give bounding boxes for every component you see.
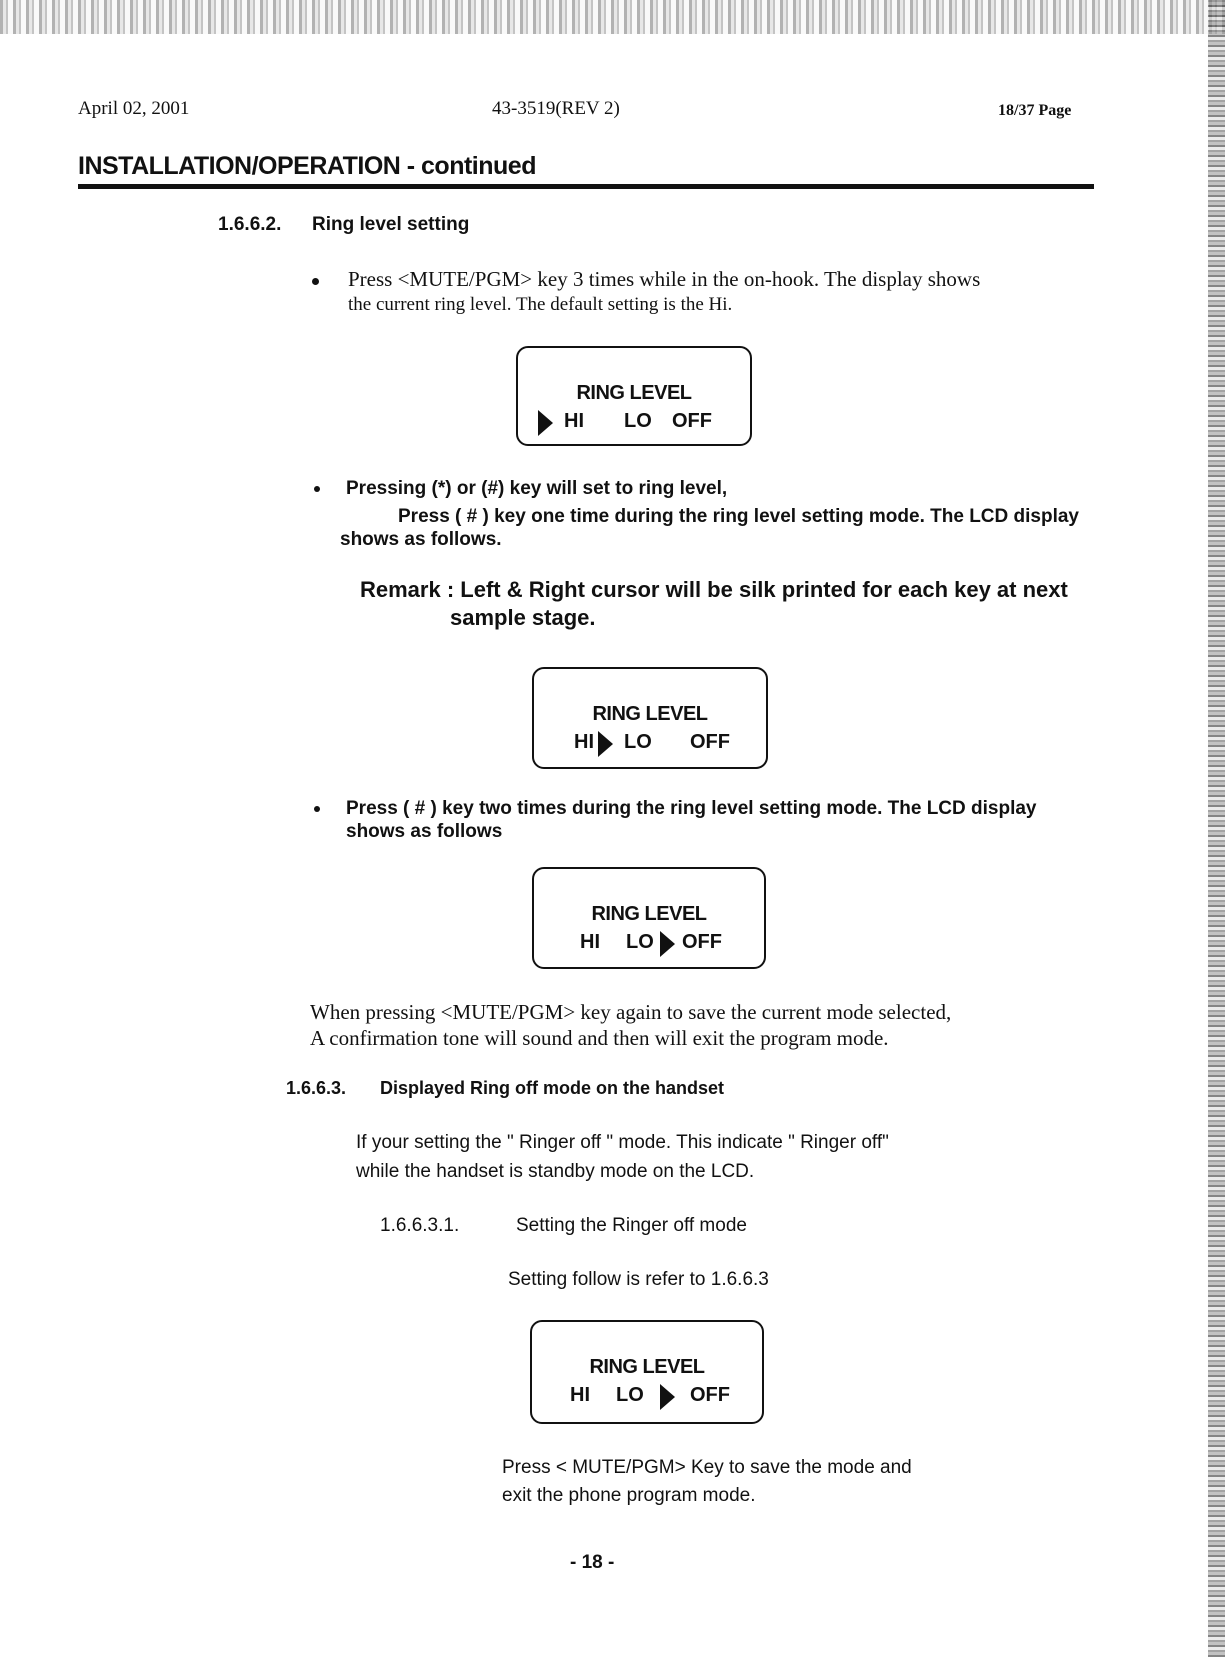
paragraph-line: while the handset is standby mode on the LCD. (356, 1161, 755, 1182)
remark-line: Remark : Left & Right cursor will be silk printed for each key at next (360, 577, 1068, 602)
lcd-option-lo: LO (624, 410, 652, 432)
cursor-arrow-icon (660, 1384, 675, 1410)
lcd-option-hi: HI (574, 731, 594, 753)
lcd-title: RING LEVEL (592, 703, 708, 725)
paragraph-line: shows as follows. (340, 529, 502, 550)
paragraph-line: Press ( # ) key two times during the ring level setting mode. The LCD display (346, 798, 1037, 819)
lcd-option-off: OFF (672, 410, 712, 432)
lcd-option-hi: HI (564, 410, 584, 432)
cursor-arrow-icon (660, 931, 675, 957)
paragraph-line: A confirmation tone will sound and then will exit the program mode. (310, 1026, 889, 1050)
paragraph-line: Press <MUTE/PGM> key 3 times while in the on-hook. The display shows (348, 267, 981, 291)
bullet (314, 806, 320, 812)
subsubsection-number: 1.6.6.3.1. (380, 1215, 460, 1236)
lcd-option-hi: HI (580, 931, 600, 953)
paragraph-line: Press < MUTE/PGM> Key to save the mode and (502, 1457, 912, 1478)
lcd-option-off: OFF (690, 731, 730, 753)
paragraph-line: Pressing (*) or (#) key will set to ring level, (346, 478, 728, 499)
subsection-title: Displayed Ring off mode on the handset (380, 1078, 725, 1098)
bullet (314, 486, 320, 492)
lcd-option-lo: LO (626, 931, 654, 953)
scan-noise-top (0, 0, 1225, 34)
lcd-title: RING LEVEL (576, 382, 692, 404)
subsection-title: Ring level setting (312, 214, 470, 235)
paragraph-line: shows as follows (346, 821, 503, 842)
remark-line: sample stage. (450, 605, 596, 630)
lcd-option-lo: LO (616, 1384, 644, 1406)
page-number: - 18 - (570, 1552, 615, 1573)
lcd-option-off: OFF (682, 931, 722, 953)
subsubsection-title: Setting the Ringer off mode (516, 1215, 747, 1236)
lcd-display (516, 346, 752, 446)
header-doc-number: 43-3519(REV 2) (492, 98, 620, 119)
paragraph-line: exit the phone program mode. (502, 1485, 756, 1506)
subsection-number: 1.6.6.2. (218, 214, 282, 235)
paragraph-line: If your setting the " Ringer off " mode. This indicate " Ringer off" (356, 1132, 889, 1153)
paragraph-line: Setting follow is refer to 1.6.6.3 (508, 1269, 769, 1290)
paragraph-line: Press ( # ) key one time during the ring level setting mode. The LCD display (398, 506, 1079, 527)
lcd-option-off: OFF (690, 1384, 730, 1406)
paragraph-line: the current ring level. The default setting is the Hi. (348, 294, 733, 315)
header-date: April 02, 2001 (78, 98, 190, 119)
cursor-arrow-icon (538, 410, 553, 436)
lcd-title: RING LEVEL (589, 1356, 705, 1378)
bullet (312, 278, 319, 285)
section-title: INSTALLATION/OPERATION - continued (78, 152, 536, 180)
section-rule (78, 184, 1094, 189)
lcd-option-lo: LO (624, 731, 652, 753)
lcd-display (530, 1320, 764, 1424)
lcd-display (532, 667, 768, 769)
scan-noise-right (1208, 0, 1225, 1657)
cursor-arrow-icon (598, 731, 613, 757)
header-page: 18/37 Page (998, 102, 1072, 119)
lcd-title: RING LEVEL (591, 903, 707, 925)
lcd-display (532, 867, 766, 969)
lcd-option-hi: HI (570, 1384, 590, 1406)
paragraph-line: When pressing <MUTE/PGM> key again to save the current mode selected, (310, 1000, 952, 1024)
subsection-number: 1.6.6.3. (286, 1078, 347, 1098)
